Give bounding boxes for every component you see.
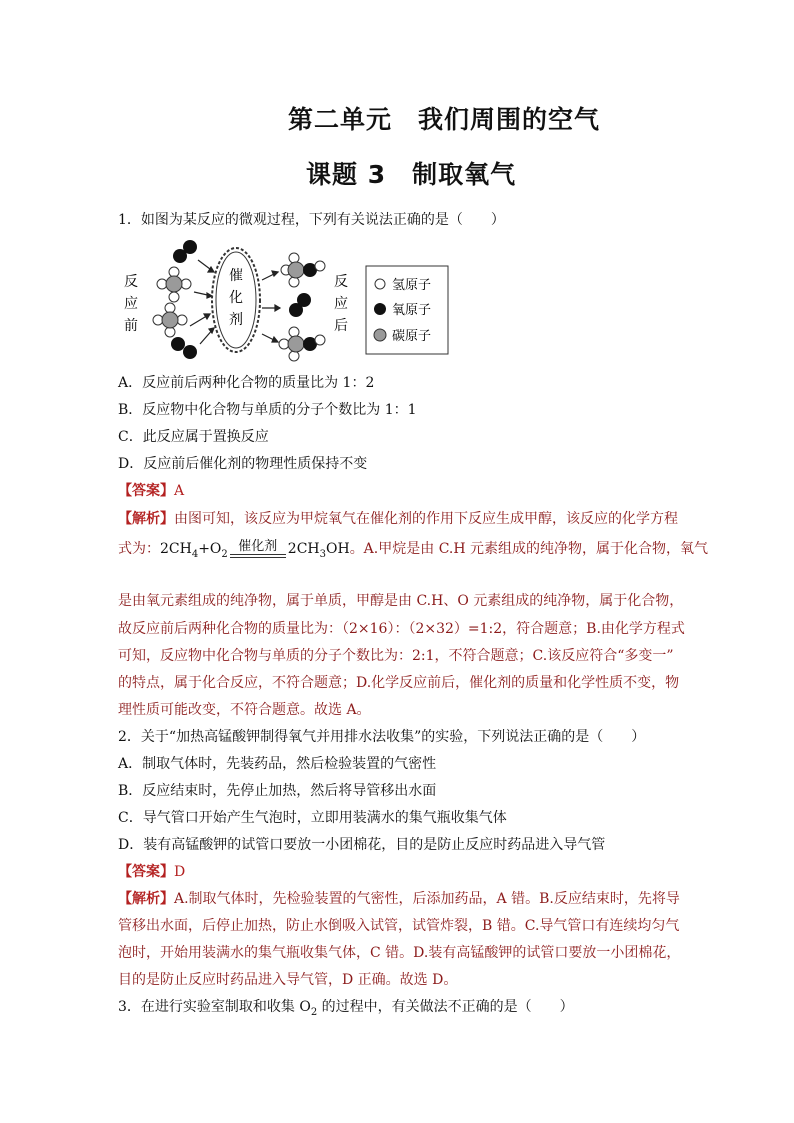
q1-option-c: C．此反应属于置换反应 [118,429,269,445]
q1-analysis-line-3: 故反应前后两种化合物的质量比为：（2×16）：（2×32）=1:2，符合题意；B.由化学方程式 [118,621,685,637]
reaction-diagram-svg [118,236,458,366]
catalyst-label-2: 化 [229,290,243,306]
q2-option-c: C．导气管口开始产生气泡时，立即用装满水的集气瓶收集气体 [118,810,507,826]
analysis-tag: 【解析】 [118,511,174,527]
product-h-atom [289,327,299,337]
q1-analysis-line-1 [118,510,678,528]
q2-analysis-line-2: 管移出水面，后停止加热，防止水倒吸入试管，试管炸裂，B 错。C.导气管口有连续均匀气 [118,918,680,934]
q1-analysis-line-2: 是由氧元素组成的纯净物，属于单质，甲醇是由 C.H、O 元素组成的纯净物，属于化合物， [118,593,684,609]
answer-value: D [174,864,186,880]
q1-option-d: D．反应前后催化剂的物理性质保持不变 [118,456,368,472]
answer-tag: 【答案】 [118,483,174,499]
reactant-o2-atom [183,345,197,359]
q2-answer [118,863,185,881]
legend-c-label: 碳原子 [392,329,432,344]
lesson-title: 课题 3 制取氧气 [306,160,517,189]
q1-analysis-line-5: 的特点，属于化合反应，不符合题意；D.化学反应前后，催化剂的质量和化学性质不变，物 [118,675,680,691]
leftover-o2-atom [297,293,311,307]
q2-option-d: D．装有高锰酸钾的试管口要放一小团棉花，目的是防止反应时药品进入导气管 [118,837,606,853]
equation-lhs [160,541,228,560]
equation-prefix: 式为： [118,541,160,557]
left-label-2: 应 [124,296,138,312]
q2-option-a: A．制取气体时，先装药品，然后检验装置的气密性 [118,756,437,772]
q3-stem-part-b: 的过程中，有关做法不正确的是（ ） [317,999,574,1015]
eq-condition-text: 催化剂 [238,539,278,554]
reactant-o2-atom [171,337,185,351]
output-arrows [262,271,280,342]
q2-option-b: B．反应结束时，先停止加热，然后将导管移出水面 [118,783,437,799]
left-label-1: 反 [124,274,138,290]
input-arrows [190,260,214,344]
eq-rhs-formula: 2CH [287,541,320,557]
legend-c-swatch [374,329,386,341]
catalyst-label-1: 催 [229,268,243,284]
q2-analysis-line-4: 目的是防止反应时药品进入导气管，D 正确。故选 D。 [118,972,458,988]
reactant-o2-atom [183,240,197,254]
reactant-c-atom [166,276,182,292]
q1-analysis-line-4: 可知，反应物中化合物与单质的分子个数比为：2:1，不符合题意；C.该反应符合“多变一” [118,648,674,664]
product-h-atom [289,351,299,361]
q3-stem-part-a: 3．在进行实验室制取和收集 O [118,999,311,1015]
q1-analysis-line-6: 理性质可能改变，不符合题意。故选 A。 [118,702,371,718]
equation-condition [230,540,286,558]
equation-rhs [287,541,350,560]
product-h-atom [289,253,299,263]
eq-lhs-formula: 2CH [160,541,192,557]
eq-plus-sub: 2 [221,548,228,560]
equation-suffix: 。A.甲烷是由 C.H 元素组成的纯净物，属于化合物，氧气 [349,541,709,557]
analysis-text: A.制取气体时，先检验装置的气密性，后添加药品，A 错。B.反应结束时，先将导 [174,891,680,907]
answer-value: A [174,483,185,499]
product-h-atom [289,277,299,287]
q1-equation-line [118,540,708,564]
q2-stem: 2．关于“加热高锰酸钾制得氧气并用排水法收集”的实验，下列说法正确的是（ ） [118,729,646,745]
unit-title: 第二单元 我们周围的空气 [288,105,601,134]
q3-stem [118,998,574,1022]
analysis-tag: 【解析】 [118,891,174,907]
product-h-atom [315,261,325,271]
eq-equal-bar [230,554,286,558]
q1-stem: 1．如图为某反应的微观过程，下列有关说法正确的是（ ） [118,212,505,228]
right-label-2: 应 [334,296,348,312]
product-c-atom [288,336,304,352]
analysis-text: 由图可知，该反应为甲烷氧气在催化剂的作用下反应生成甲醇，该反应的化学方程 [174,511,678,527]
right-label-3: 后 [334,318,348,334]
legend-o-label: 氧原子 [392,303,432,318]
product-c-atom [288,262,304,278]
q2-analysis-line-1 [118,890,680,908]
legend-o-swatch [374,303,386,315]
eq-rhs-sub: 3 [319,548,326,560]
reaction-diagram [118,236,458,366]
reactant-h-atom [169,292,179,302]
right-label-1: 反 [334,274,348,290]
q3-stem-sub: 2 [310,1006,318,1018]
left-label-3: 前 [124,318,138,334]
q1-answer [118,482,184,500]
eq-plus: +O [198,541,222,557]
eq-rhs-tail: OH [326,541,350,557]
legend-h-label: 氢原子 [392,278,432,293]
q1-option-b: B．反应物中化合物与单质的分子个数比为 1：1 [118,402,417,418]
catalyst-label-3: 剂 [229,312,243,328]
product-h-atom [315,335,325,345]
answer-tag: 【答案】 [118,864,174,880]
eq-lhs-sub: 4 [191,548,199,560]
q1-option-a: A．反应前后两种化合物的质量比为 1：2 [118,375,375,391]
q2-analysis-line-3: 泡时，开始用装满水的集气瓶收集气体，C 错。D.装有高锰酸钾的试管口要放一小团棉花， [118,945,681,961]
reactant-c-atom [162,312,178,328]
legend-h-swatch [375,279,385,289]
